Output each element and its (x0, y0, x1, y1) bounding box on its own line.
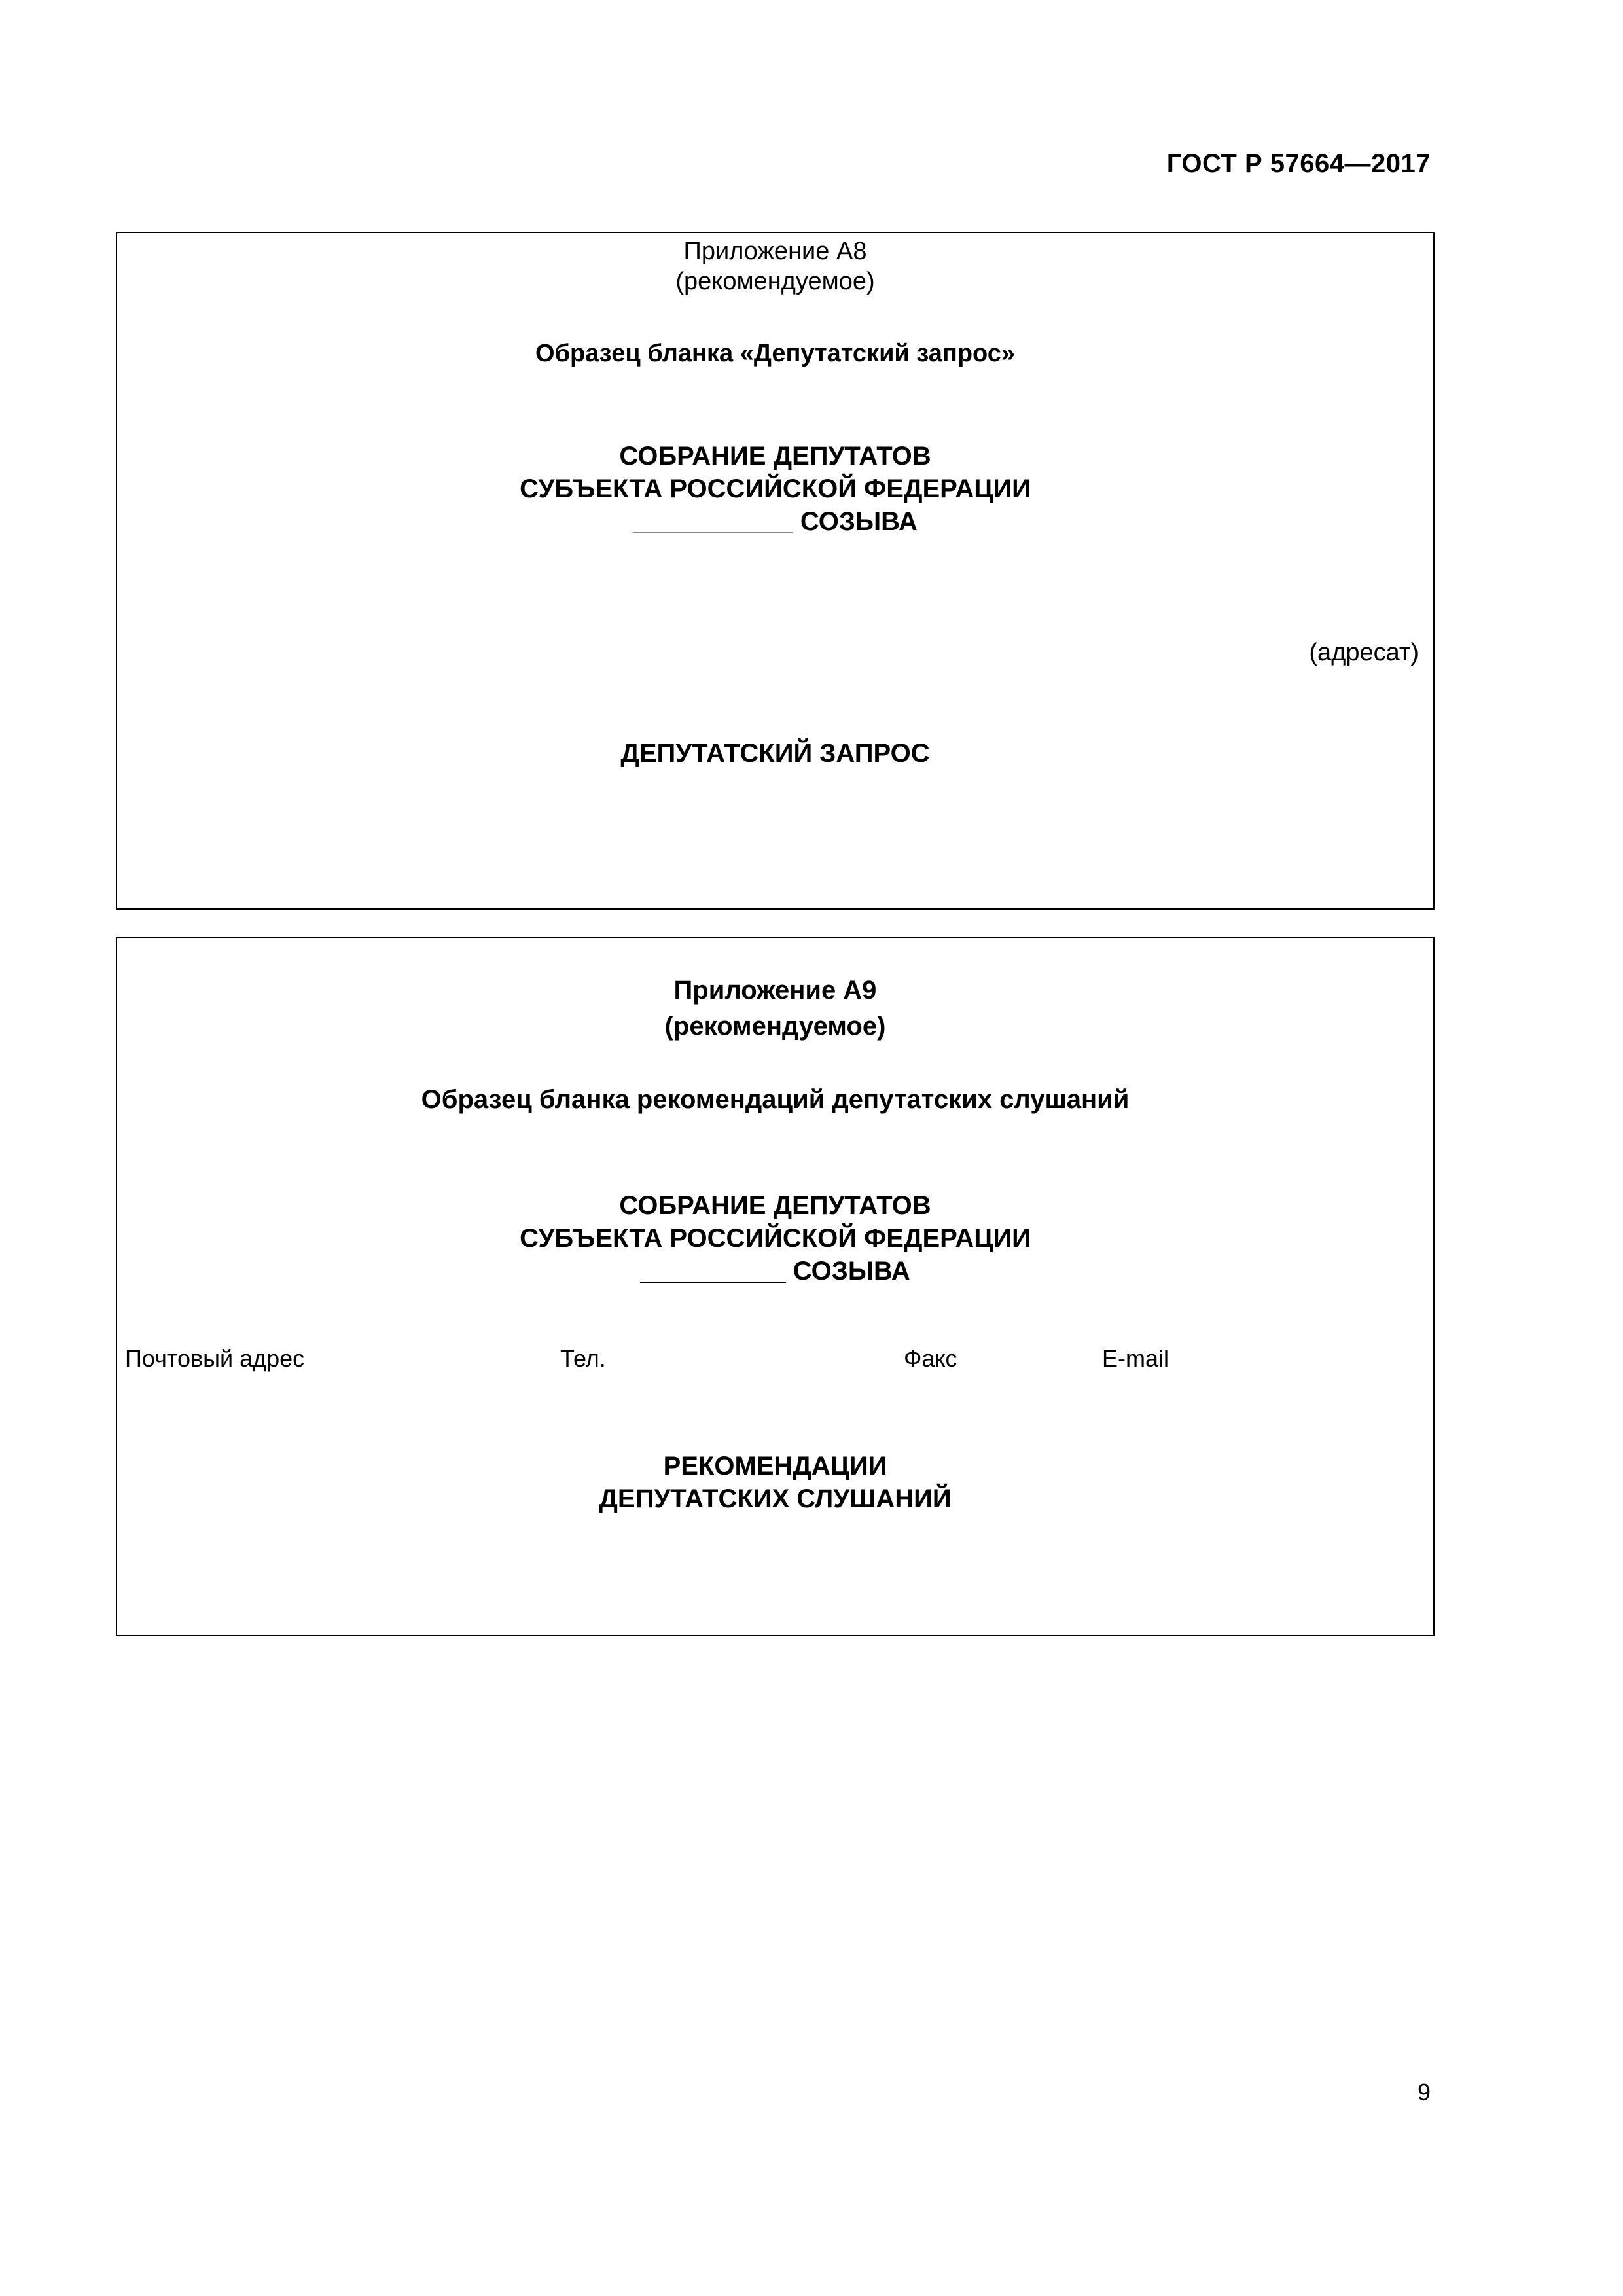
appendix-a9-title: Приложение А9 (673, 976, 877, 1005)
appendix-a8-org-line-1: СОБРАНИЕ ДЕПУТАТОВ (619, 442, 931, 471)
appendix-a9-org-line-2: СУБЪЕКТА РОССИЙСКОЙ ФЕДЕРАЦИИ (520, 1224, 1031, 1253)
appendix-a8-title: Приложение А8 (683, 238, 867, 265)
appendix-a8-document-type: ДЕПУТАТСКИЙ ЗАПРОС (620, 739, 930, 768)
appendix-a8-status: (рекомендуемое) (675, 268, 875, 295)
standard-code: ГОСТ Р 57664—2017 (1166, 149, 1431, 178)
contact-email-label: E-mail (1102, 1345, 1169, 1372)
appendix-a9-document-type-line-1: РЕКОМЕНДАЦИИ (663, 1452, 887, 1480)
appendix-a8-org-line-2: СУБЪЕКТА РОССИЙСКОЙ ФЕДЕРАЦИИ (520, 475, 1031, 503)
appendix-a9-org-line-1: СОБРАНИЕ ДЕПУТАТОВ (619, 1191, 931, 1220)
addressee-label: (адресат) (1309, 639, 1419, 666)
page-number: 9 (1417, 2079, 1431, 2106)
contact-mail-label: Почтовый адрес (125, 1345, 305, 1372)
appendix-a9-form (116, 937, 1435, 1636)
appendix-a9-document-type-line-2: ДЕПУТАТСКИХ СЛУШАНИЙ (599, 1484, 952, 1513)
appendix-a9-org-line-3: __________ СОЗЫВА (640, 1257, 910, 1285)
contact-tel-label: Тел. (560, 1345, 606, 1372)
appendix-a9-status: (рекомендуемое) (664, 1012, 886, 1041)
contact-fax-label: Факс (904, 1345, 957, 1372)
appendix-a9-form-name: Образец бланка рекомендаций депутатских слушаний (421, 1085, 1130, 1114)
appendix-a8-org-line-3: ___________ СОЗЫВА (633, 507, 918, 536)
appendix-a8-form (116, 232, 1435, 910)
appendix-a8-form-name: Образец бланка «Депутатский запрос» (535, 340, 1016, 367)
